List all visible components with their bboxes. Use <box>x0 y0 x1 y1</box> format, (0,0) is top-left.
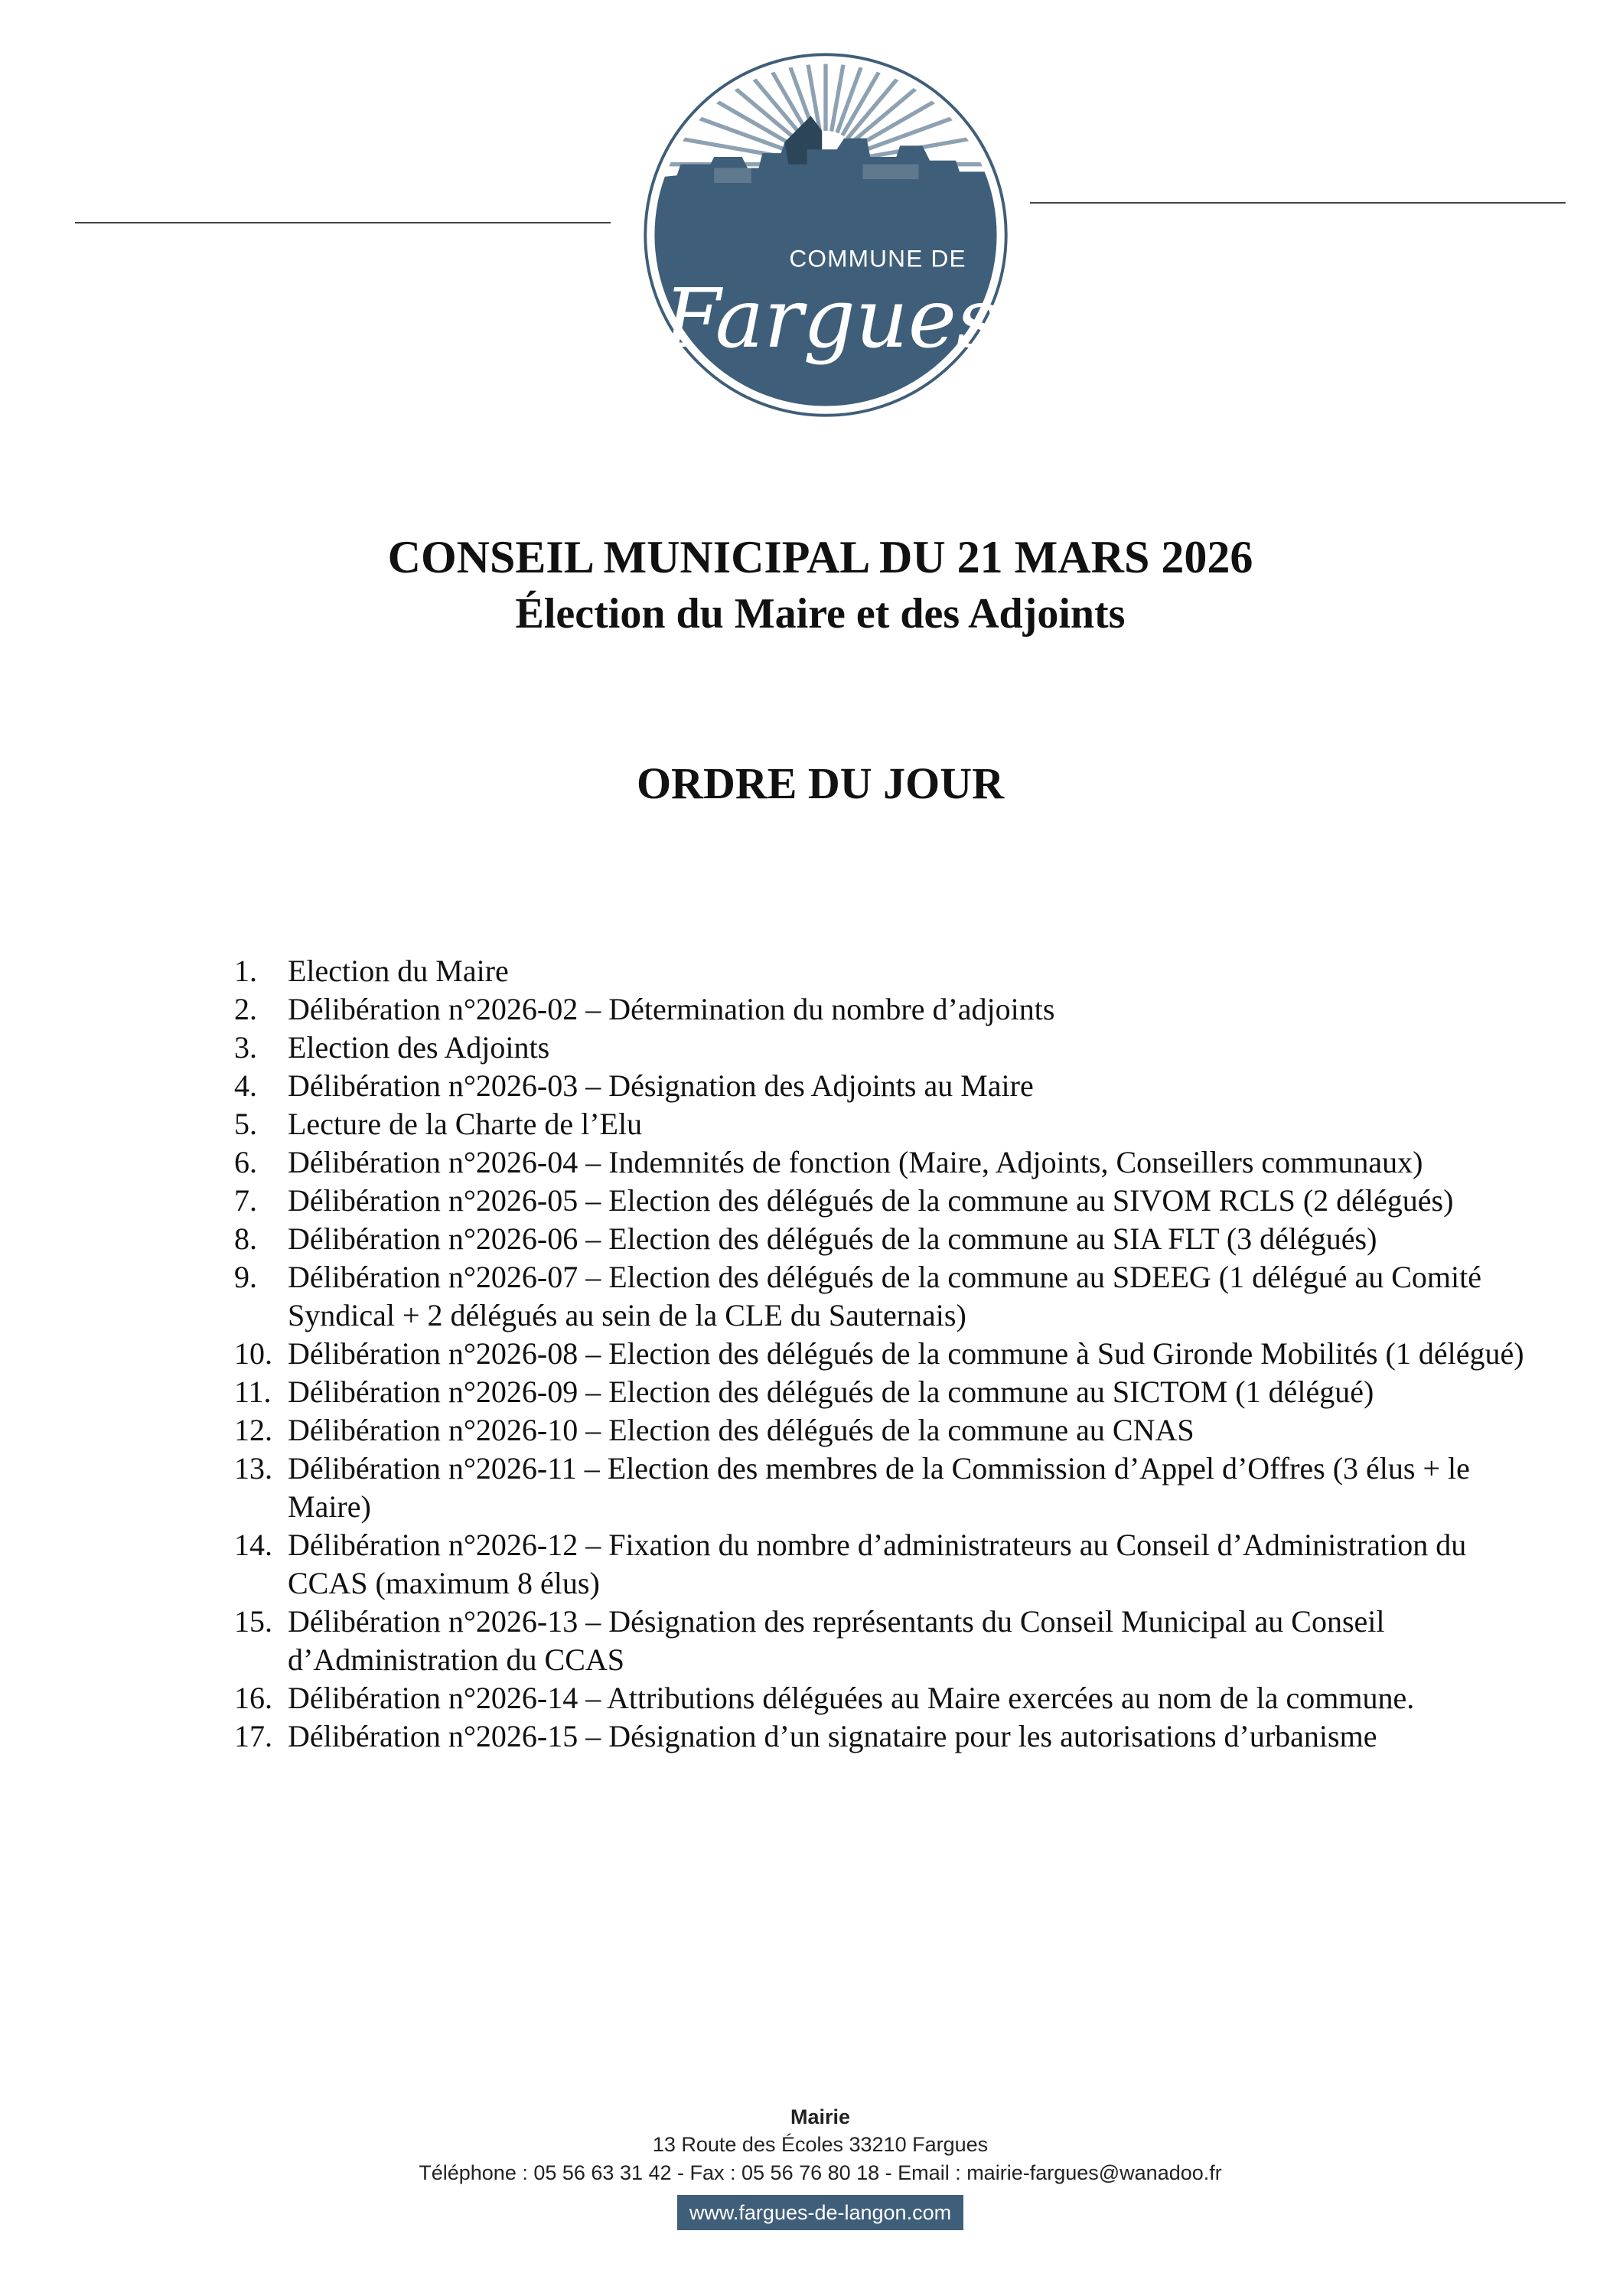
agenda-item-text: Election du Maire <box>288 954 509 988</box>
agenda-item-number: 4. <box>234 1068 257 1103</box>
agenda-item-text: Délibération n°2026-14 – Attributions déléguées au Maire exercées au nom de la commune. <box>288 1681 1415 1715</box>
header-rule-right <box>1030 202 1566 204</box>
commune-logo <box>640 49 1012 421</box>
agenda-item <box>234 1143 1550 1182</box>
agenda-item <box>234 1373 1550 1411</box>
agenda-item-text: Délibération n°2026-05 – Election des délégués de la commune au SIVOM RCLS (2 délégués) <box>288 1183 1454 1218</box>
agenda-item <box>234 1603 1550 1679</box>
agenda-item <box>234 952 1550 990</box>
agenda-item-number: 3. <box>234 1030 257 1065</box>
agenda-heading: ORDRE DU JOUR <box>636 758 1005 808</box>
agenda-item-number: 1. <box>234 954 257 988</box>
agenda-item <box>234 1182 1550 1220</box>
agenda-item-text: Délibération n°2026-10 – Election des délégués de la commune au CNAS <box>288 1413 1194 1447</box>
agenda-item <box>234 990 1550 1029</box>
footer-website-link[interactable]: www.fargues-de-langon.com <box>677 2195 963 2230</box>
agenda-item-text: Délibération n°2026-12 – Fixation du nombre d’administrateurs au Conseil d’Administration du CCAS (maximum 8 élus) <box>288 1528 1467 1600</box>
agenda-item-number: 8. <box>234 1221 257 1256</box>
agenda-item-text: Délibération n°2026-11 – Election des membres de la Commission d’Appel d’Offres (3 élus + le Maire) <box>288 1451 1470 1524</box>
agenda-item-number: 13. <box>234 1451 272 1486</box>
agenda-item <box>234 1717 1550 1756</box>
agenda-item-number: 2. <box>234 992 257 1026</box>
agenda-item <box>234 1220 1550 1258</box>
agenda-item <box>234 1411 1550 1450</box>
agenda-item-number: 10. <box>234 1336 272 1371</box>
agenda-item-number: 6. <box>234 1145 257 1179</box>
agenda-item <box>234 1526 1550 1603</box>
agenda-item-text: Délibération n°2026-04 – Indemnités de fonction (Maire, Adjoints, Conseillers communaux) <box>288 1145 1423 1179</box>
footer <box>0 2103 1610 2230</box>
agenda-item-number: 16. <box>234 1681 272 1715</box>
agenda-item-text: Délibération n°2026-15 – Désignation d’un signataire pour les autorisations d’urbanisme <box>288 1719 1377 1753</box>
agenda-item <box>234 1679 1550 1717</box>
agenda-item-text: Délibération n°2026-06 – Election des délégués de la commune au SIA FLT (3 délégués) <box>288 1221 1377 1256</box>
footer-contact: Téléphone : 05 56 63 31 42 - Fax : 05 56 76 80 18 - Email : mairie-fargues@wanadoo.fr <box>419 2161 1222 2184</box>
agenda-item-number: 17. <box>234 1719 272 1753</box>
agenda-list <box>234 952 1550 1756</box>
agenda-item-text: Lecture de la Charte de l’Elu <box>288 1107 643 1141</box>
agenda-item-number: 5. <box>234 1107 257 1141</box>
agenda-item-number: 7. <box>234 1183 257 1218</box>
agenda-item <box>234 1029 1550 1067</box>
header-rule-left <box>75 222 611 223</box>
page-subtitle: Élection du Maire et des Adjoints <box>515 590 1126 638</box>
agenda-item-number: 11. <box>234 1375 272 1409</box>
logo-commune-de-text: COMMUNE DE <box>789 244 966 272</box>
agenda-item <box>234 1067 1550 1105</box>
agenda-item-text: Délibération n°2026-02 – Détermination du nombre d’adjoints <box>288 992 1055 1026</box>
agenda-item <box>234 1335 1550 1373</box>
agenda-item-text: Délibération n°2026-07 – Election des délégués de la commune au SDEEG (1 délégué au Comité Syndical + 2 délégués au sein de la CLE du Sauternais) <box>288 1260 1481 1332</box>
agenda-item-number: 14. <box>234 1528 272 1562</box>
agenda-item-text: Election des Adjoints <box>288 1030 550 1065</box>
agenda-item-number: 12. <box>234 1413 272 1447</box>
agenda-item-text: Délibération n°2026-09 – Election des délégués de la commune au SICTOM (1 délégué) <box>288 1375 1374 1409</box>
agenda-item <box>234 1105 1550 1143</box>
agenda-item-number: 9. <box>234 1260 257 1294</box>
agenda-item <box>234 1450 1550 1526</box>
agenda-item-text: Délibération n°2026-13 – Désignation des représentants du Conseil Municipal au Conseil d’Administration du CCAS <box>288 1604 1385 1677</box>
agenda-item-text: Délibération n°2026-08 – Election des délégués de la commune à Sud Gironde Mobilités (1 délégué) <box>288 1336 1524 1371</box>
footer-address: 13 Route des Écoles 33210 Fargues <box>652 2133 989 2156</box>
agenda-item <box>234 1258 1550 1335</box>
agenda-item-text: Délibération n°2026-03 – Désignation des Adjoints au Maire <box>288 1068 1034 1103</box>
agenda-item-number: 15. <box>234 1604 272 1639</box>
page-title: CONSEIL MUNICIPAL DU 21 MARS 2026 <box>387 532 1253 582</box>
footer-title: Mairie <box>790 2105 851 2128</box>
logo-fargues-text: Fargues <box>663 271 999 367</box>
